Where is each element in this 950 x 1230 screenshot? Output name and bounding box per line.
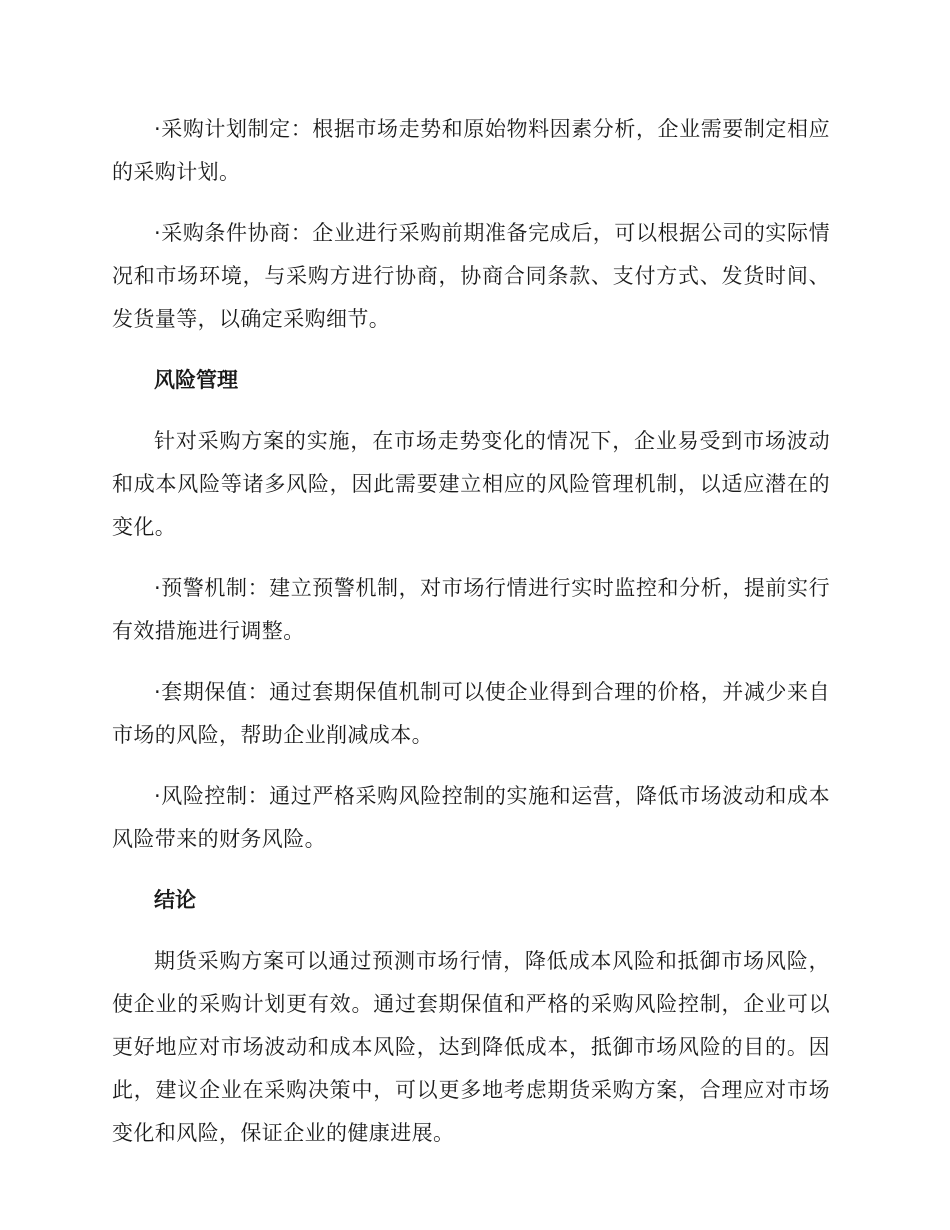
bullet-hedging: ·套期保值：通过套期保值机制可以使企业得到合理的价格，并减少来自市场的风险，帮助企业削减成本。 xyxy=(112,680,830,747)
bullet-risk-control: ·风险控制：通过严格采购风险控制的实施和运营，降低市场波动和成本风险带来的财务风险。 xyxy=(112,784,830,851)
heading-conclusion: 结论 xyxy=(154,888,196,912)
bullet-procurement-plan: ·采购计划制定：根据市场走势和原始物料因素分析，企业需要制定相应的采购计划。 xyxy=(112,117,830,184)
document-page xyxy=(112,108,830,1173)
heading-risk-management: 风险管理 xyxy=(154,368,238,392)
risk-intro-paragraph: 针对采购方案的实施，在市场走势变化的情况下，企业易受到市场波动和成本风险等诸多风险，因此需要建立相应的风险管理机制，以适应潜在的变化。 xyxy=(112,429,830,539)
bullet-procurement-negotiation: ·采购条件协商：企业进行采购前期准备完成后，可以根据公司的实际情况和市场环境，与采购方进行协商，协商合同条款、支付方式、发货时间、发货量等，以确定采购细节。 xyxy=(112,221,830,331)
conclusion-paragraph: 期货采购方案可以通过预测市场行情，降低成本风险和抵御市场风险，使企业的采购计划更有效。通过套期保值和严格的采购风险控制，企业可以更好地应对市场波动和成本风险，达到降低成本，抵御市场风险的目的。因此，建议企业在采购决策中，可以更多地考虑期货采购方案，合理应对市场变化和风险，保证企业的健康进展。 xyxy=(112,949,830,1145)
bullet-early-warning: ·预警机制：建立预警机制，对市场行情进行实时监控和分析，提前实行有效措施进行调整。 xyxy=(112,576,830,643)
